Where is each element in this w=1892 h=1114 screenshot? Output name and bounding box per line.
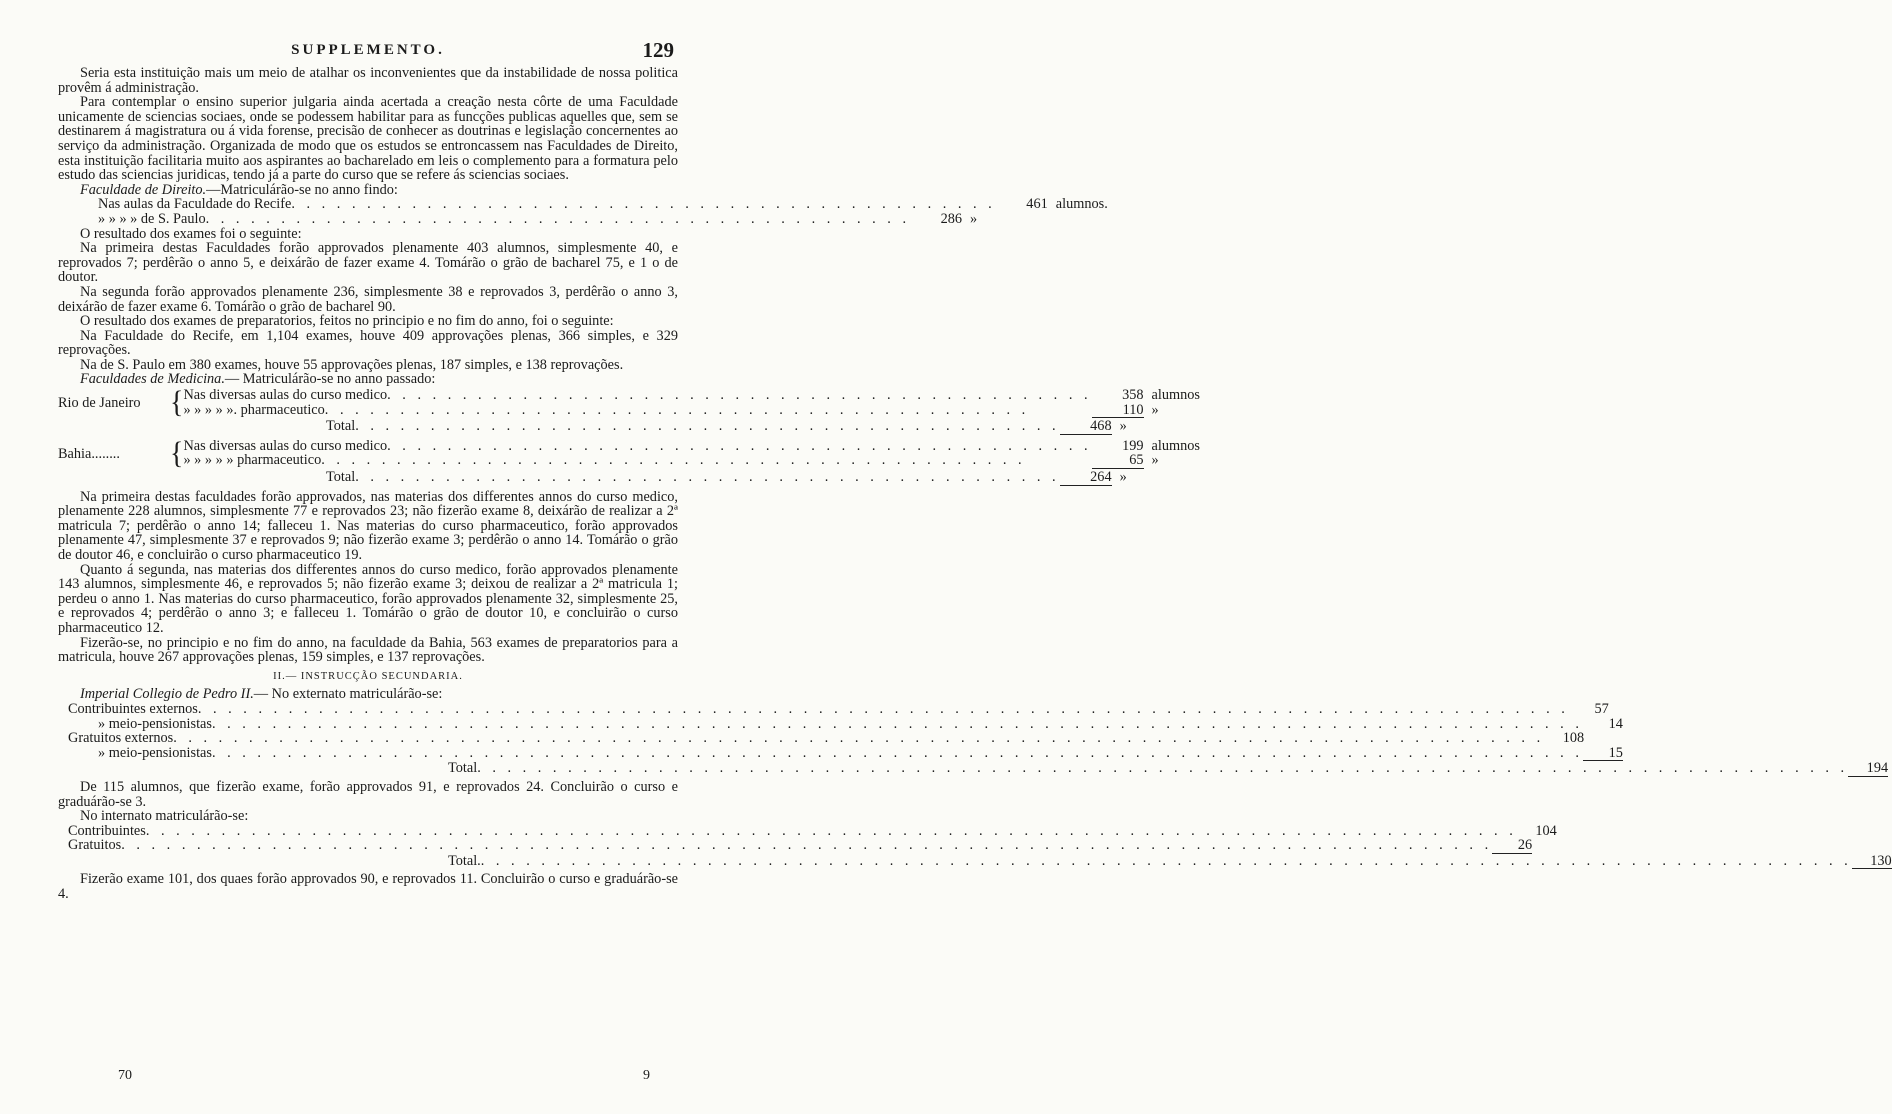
stat-label: Nas diversas aulas do curso medico [183, 437, 388, 454]
paragraph: O resultado dos exames de preparatorios, feitos no principio e no fim do anno, foi o seguinte: [80, 313, 614, 330]
page-body [58, 65, 1892, 903]
stat-row [183, 453, 1223, 469]
item-label: » meio-pensionistas [98, 744, 212, 761]
total-label: Total [326, 469, 356, 486]
page-number: 129 [642, 38, 674, 62]
brace-icon: { [170, 436, 184, 471]
leader-dots [477, 761, 1848, 777]
paragraph: Para contemplar o ensino superior julgaria ainda acertada a creação nesta côrte de uma Faculdade unicamente de sciencias sociaes, onde se podessem habilitar para as funcções publicas aquelles que, sem se destinarem á magistratura ou á vida forense, precisão de conhecer as doutrinas e legislação concernentes ao serviço da administração. Organizada de modo que os estudos se entroncassem nas Faculdades de Direito, esta instituição facilitaria muito aos aspirantes ao bacharelado em leis o complemento para a formatura pelo estudo das sciencias juridicas, tendo já a parte do curso que se refere ás sciencias sociaes. [58, 94, 678, 184]
paragraph: Fizerão-se, no principio e no fim do anno, na faculdade da Bahia, 563 exames de preparatorios para a matricula, houve 267 approvações plenas, 159 simples, e 137 reprovações. [58, 634, 678, 666]
paragraph: Na segunda forão approvados plenamente 236, simplesmente 38 e reprovados 3, perdêrão o anno 3, deixárão de fazer exame 6. Tomárão o grão de bacharel 90. [58, 283, 678, 315]
stat-value: 358 [1122, 387, 1144, 404]
leader-dots [355, 470, 1059, 486]
stat-value: 286 [940, 210, 963, 227]
stat-unit: alumnos [1151, 437, 1200, 454]
paragraph: Na de S. Paulo em 380 exames, houve 55 approvações plenas, 187 simples, e 138 reprovações. [80, 356, 624, 373]
stat-label: » » » » » pharmaceutico [183, 452, 322, 469]
group-rows [183, 439, 1223, 469]
section-label: Faculdades de Medicina. [80, 371, 225, 388]
stat-value: 65 [1092, 453, 1144, 469]
total-unit: » [1119, 469, 1127, 486]
item-value: 57 [1594, 700, 1609, 717]
paragraph: O resultado dos exames foi o seguinte: [80, 225, 302, 242]
item-label: Contribuintes [68, 822, 146, 839]
rio-group [58, 385, 1200, 420]
stat-unit: alumnos [1151, 387, 1200, 404]
total-label: Total [448, 760, 478, 777]
section-intro-direito [58, 183, 678, 198]
stat-label: » » » » ». pharmaceutico [183, 401, 325, 418]
item-value: 14 [1608, 715, 1623, 732]
section-intro-text: — No externato matriculárão-se: [253, 686, 443, 703]
stat-row [58, 210, 978, 227]
item-value: 108 [1562, 730, 1585, 747]
stat-label: Nas diversas aulas do curso medico [183, 387, 388, 404]
item-value: 15 [1583, 746, 1623, 762]
stat-label: » » » » de S. Paulo [98, 210, 206, 227]
page-header [0, 38, 736, 62]
section-intro-text: —Matriculárão-se no anno findo: [206, 181, 398, 198]
item-value: 104 [1535, 822, 1557, 839]
bahia-group [58, 436, 1200, 471]
total-unit: » [1119, 418, 1127, 435]
leader-dots [355, 419, 1059, 435]
total-row [58, 469, 1127, 486]
total-row [58, 418, 1127, 435]
leader-dots [198, 702, 1569, 717]
stat-unit: » [1151, 401, 1159, 418]
stat-value: 199 [1122, 437, 1144, 454]
section-intro-medicina [58, 372, 678, 387]
list-item [58, 715, 1623, 732]
stat-unit: » [970, 210, 978, 227]
stat-row [183, 403, 1223, 419]
leader-dots [121, 838, 1492, 854]
section-label: Faculdade de Direito. [80, 181, 207, 198]
total-value: 194 [1848, 761, 1888, 777]
group-label: Bahia........ [58, 445, 120, 462]
paragraph: Na primeira destas faculdades forão approvados, nas materias dos differentes annos do curso medico, plenamente 228 alumnos, simplesmente 77 e reprovados 23; não fizerão exame 8, deixárão de realizar a 2ª matricula 7; perdêrão o anno 14; falleceu 1. Nas materias do curso pharmaceutico, forão approvados plenamente 47, simplesmente 37 e reprovados 9; não fizerão exame 3; perdêrão o anno 14. Tomárão o grão de doutor 46, e concluirão o curso pharmaceutico 19. [58, 488, 678, 563]
running-title: SUPPLEMENTO. [291, 42, 445, 58]
leader-dots [212, 746, 1583, 762]
total-value: 264 [1060, 470, 1112, 486]
leader-dots [206, 212, 910, 227]
section-heading: II.— INSTRUCÇÃO SECUNDARIA. [273, 670, 463, 682]
signature-mark-left: 70 [118, 1068, 132, 1083]
list-item [58, 700, 1609, 717]
paragraph: De 115 alumnos, que fizerão exame, forão approvados 91, e reprovados 24. Concluirão o curso e graduárão-se 3. [58, 778, 678, 810]
stat-value: 461 [1026, 196, 1048, 213]
paragraph: No internato matriculárão-se: [80, 808, 249, 825]
leader-dots [321, 453, 1091, 469]
signature-mark-right: 9 [643, 1068, 650, 1083]
group-label: Rio de Janeiro [58, 394, 141, 411]
group-rows [183, 388, 1223, 418]
total-value: 468 [1060, 419, 1112, 435]
paragraph: Na Faculdade do Recife, em 1,104 exames, houve 409 approvações plenas, 366 simples, e 329 reprovações. [58, 327, 678, 359]
stat-unit: » [1151, 452, 1159, 469]
leader-dots [173, 731, 1544, 746]
total-value: 130 [1852, 854, 1892, 870]
total-label: Total [326, 418, 356, 435]
list-item [58, 730, 1585, 747]
list-item [58, 837, 1533, 854]
item-label: Gratuitos [68, 837, 122, 854]
list-item [58, 822, 1557, 839]
leader-dots [481, 854, 1852, 870]
section-label: Imperial Collegio de Pedro II. [80, 686, 254, 703]
page-footer [0, 1068, 736, 1088]
paragraph: Na primeira destas Faculdades forão approvados plenamente 403 alumnos, simplesmente 40, e reprovados 7; perdêrão o anno 5, e deixárão de fazer exame 4. Tomárão o grão de bacharel 75, e 1 o de doutor. [58, 240, 678, 286]
leader-dots [146, 824, 1517, 839]
leader-dots [325, 403, 1092, 419]
section-intro-secundaria [58, 687, 678, 702]
item-label: Gratuitos externos [68, 730, 174, 747]
paragraph: Quanto á segunda, nas materias dos differentes annos do curso medico, forão approvados plenamente 143 alumnos, simplesmente 46, e reprovados 5; não fizerão exame 3; deixou de realizar a 2ª matricula 1; perdeu o anno 1. Nas materias do curso pharmaceutico, forão approvados plenamente 32, simplesmente 25, e reprovados 4; perdêrão o anno 3; e falleceu 1. Tomárão o grão de doutor 10, e concluirão o curso pharmaceutico 12. [58, 561, 678, 636]
total-row [58, 852, 1892, 870]
stat-value: 110 [1092, 403, 1144, 419]
stat-unit: alumnos. [1055, 196, 1108, 213]
list-item [58, 744, 1623, 762]
paragraph: Fizerão exame 101, dos quaes forão approvados 90, e reprovados 11. Concluirão o curso e graduárão-se 4. [58, 871, 678, 903]
section-intro-text: — Matriculárão-se no anno passado: [224, 371, 436, 388]
leader-dots [387, 439, 1091, 454]
total-label: Total. [448, 852, 481, 869]
stat-label: Nas aulas da Faculdade do Recife [98, 196, 292, 213]
item-label: Contribuintes externos [68, 700, 198, 717]
stat-row [58, 196, 1108, 213]
item-label: » meio-pensionistas [98, 715, 212, 732]
brace-icon: { [170, 385, 184, 420]
leader-dots [387, 388, 1091, 403]
total-row [58, 760, 1889, 777]
stat-row [183, 388, 1223, 403]
item-value: 26 [1492, 838, 1532, 854]
leader-dots [212, 717, 1583, 732]
stat-row [183, 439, 1223, 454]
paragraph: Seria esta instituição mais um meio de atalhar os inconvenientes que da instabilidade de nossa politica provêm á administração. [58, 65, 678, 96]
leader-dots [291, 197, 995, 212]
